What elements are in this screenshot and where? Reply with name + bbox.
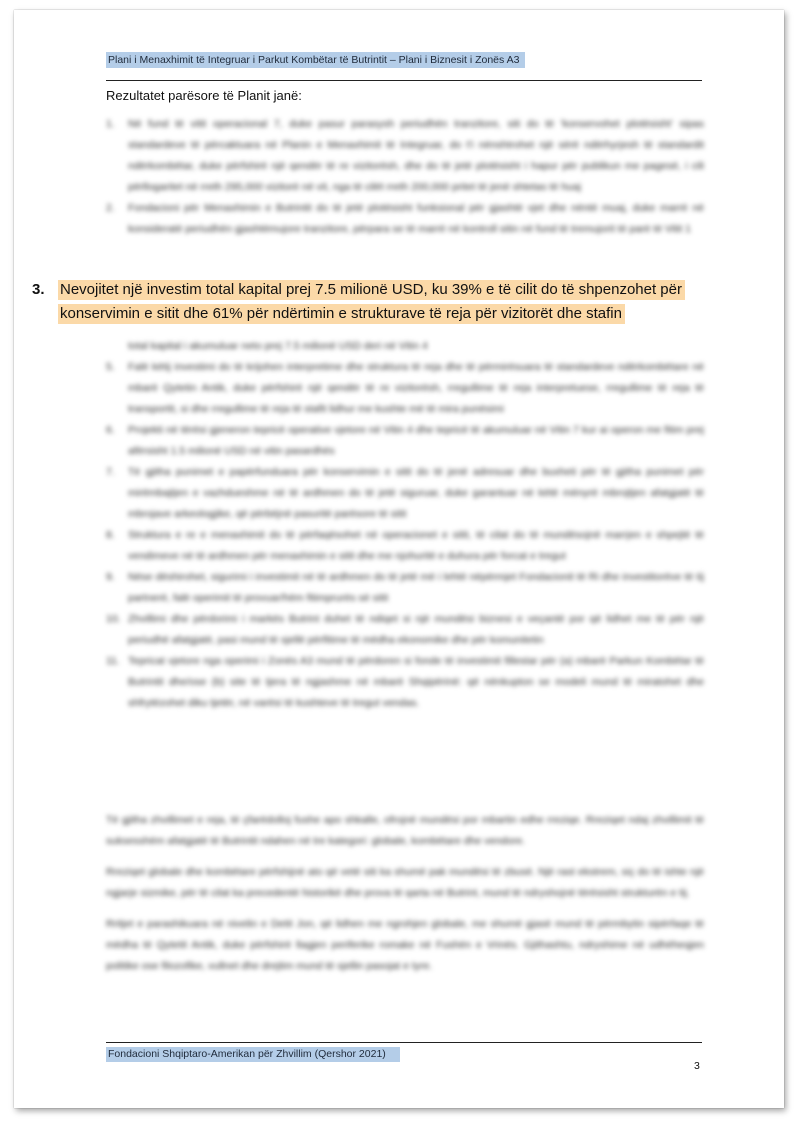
header-rule — [106, 80, 702, 81]
body-paragraphs — [106, 810, 704, 987]
body-paragraph: Rritjet e parashikuara në nivelin e Detit Jon, që lidhen me ngrohjen globale, me shumë gjasë mund të përmbytin sipërfaqe të mëdha të Qytetit Antik, duke përfshirë llagjen periferike romake në Fushën e Vrinës. Gjithashtu, ndryshime në udhëheqjen politike ose filozofike, vullnet dhe drejtim mund të sjellin pasojat e tyre. — [106, 918, 704, 972]
list-text: total kapital i akumuluar neto prej 7.5 milionë USD deri në Vitin 4 — [128, 340, 428, 352]
list-item — [106, 525, 704, 567]
body-paragraph: Të gjitha zhvillimet e reja, të çfarëdolloj fushe apo shkalle, ofrojnë mundësi por mbartin edhe rreziqe. Rreziqet ndaj zhvillimit të suksesshëm afatgjatë të Butrintit ndahen në tre kategori: globale, kombëtare dhe vendore. — [106, 814, 704, 847]
list-number: 11. — [106, 655, 120, 667]
list-before — [106, 114, 704, 240]
intro-text: Rezultatet parësore të Planit janë: — [106, 88, 302, 103]
header-title: Plani i Menaxhimit të Integruar i Parkut Kombëtar të Butrintit – Plani i Biznesit i Zonës A3 — [106, 52, 525, 68]
highlighted-list-item — [32, 278, 722, 326]
list-text: Falë këtij investimi do të krijohen interpretime dhe struktura të reja dhe të përmirësuara të standardeve ndërkombëtare në mbarë Qytetin Antik, duke përfshirë një qendër të re vizitorësh, rregullime të reja interpretuese, rregullime të reja të transportit, si dhe rregullime të reja të stafit lidhur me kushte më të mira punësimi — [128, 361, 704, 415]
list-number: 6. — [106, 424, 115, 436]
list-number: 1. — [106, 118, 115, 130]
body-paragraph: Rreziqet globale dhe kombëtare përfshijnë ato që vetë siti ka shumë pak mundësi të zbusë. Një rast ekstrem, siç do të ishte një ngjarje sizmike, për të cilat ka precedentë historikë dhe prova të qarta në Butrint, mund të ndryshojnë tërësisht strukturën e tij. — [106, 866, 704, 899]
list-item — [106, 567, 704, 609]
list-number: 7. — [106, 466, 115, 478]
page-number: 3 — [694, 1060, 700, 1072]
list-text: Projekti në tërësi gjeneron tepricë operative vjetore në Vitin 4 dhe tepricë të akumuluar në Vitin 7 kur ai operon me fitim prej afërsisht 1.5 milionë USD në vitin pasardhës — [128, 424, 704, 457]
list-after — [106, 336, 704, 714]
list-number: 8. — [106, 529, 115, 541]
footer-organization: Fondacioni Shqiptaro-Amerikan për Zhvillim (Qershor 2021) — [106, 1047, 400, 1062]
highlighted-item-number: 3. — [32, 281, 45, 298]
list-item — [106, 420, 704, 462]
list-item — [106, 198, 704, 240]
footer-rule — [106, 1042, 702, 1043]
list-item — [106, 651, 704, 714]
highlighted-item-text: Nevojitet një investim total kapital prej 7.5 milionë USD, ku 39% e të cilit do të shpenzohet për konservimin e sitit dhe 61% për ndërtimin e strukturave të reja për vizitorët dhe stafin — [58, 280, 685, 324]
list-item — [106, 609, 704, 651]
list-number: 9. — [106, 571, 115, 583]
list-number: 5. — [106, 361, 115, 373]
list-text: Fondacioni për Menaxhimin e Butrintit do të jetë plotësisht funksional për gjashtë vjet dhe nëntë muaj, duke marrë në konsideratë periudhën gjashtëmujore tranzitore, përpara se të marrë në kontroll sitin në fund të tremujorit të parë të Vitit 1 — [128, 202, 704, 235]
list-text: Nëse dëshirohet, sigurimi i investimit në të ardhmen do të jetë më i lehtë nëpërmjet Fondacionit të Ri dhe investitorëve të tij partnerë, falë operimit të provuar/hëm fitimprurës së sitit — [128, 571, 704, 604]
list-text: Të gjitha punimet e papërfunduara për konservimin e sitit do të jenë adresuar dhe buxheti për të gjitha punimet për mirëmbajtjen e vazhdueshme në të ardhmen do të jetë siguruar, duke garantuar në këtë mënyrë mbrojtjen afatgjatë të mbrojave arkeologjike, që përbëjnë pasuritë parësore të sitit — [128, 466, 704, 520]
list-item — [106, 357, 704, 420]
list-number: 2. — [106, 202, 115, 214]
list-item — [106, 462, 704, 525]
document-page — [14, 10, 784, 1108]
list-text: Në fund të vitit operacional 7, duke pasur parasysh periudhën tranzitore, siti do të 'konservohet plotësisht' sipas standardeve të përcaktuara në Planin e Menaxhimit të Integruar, do t'i nënshtrohet një sërë ndërhyrjesh të standardit ndërkombëtar, duke përfshirë një qendër të re vizitorësh, dhe do të jetë plotësisht i hapur për publikun me pagesë, i cili përllogaritet në rreth 295,000 vizitorë në vit, nga të cilët rreth 200,000 pritet të jenë shtetas të huaj — [128, 118, 704, 193]
list-item-continuation — [106, 336, 704, 357]
list-number: 10. — [106, 613, 121, 625]
list-text: Tepricat vjetore nga operimi i Zonës A3 mund të përdoren si fonde të investimit fillestar për (a) mbarë Parkun Kombëtar të Butrintit dhe/ose (b) site të tjera të ngjashme në mbarë Shqipërinë: që nënkupton se modeli mund të miratohet dhe shfrytëzohet diku tjetër, në varësi të kushteve të tregut vendas. — [128, 655, 704, 709]
list-item — [106, 114, 704, 198]
list-text: Struktura e re e menaxhimit do të përfaqësohet në operacionet e sitit, të cilat do të mundësojnë marrjen e shpejtë të vendimeve në të ardhmen për menaxhimin e sitit dhe me njohuritë e duhura për forcat e tregut — [128, 529, 704, 562]
list-text: Zhvillimi dhe përdorimi i markës Butrint duhet të ndiqet si një mundësi biznesi e veçantë por që lidhet me të për një periudhë afatgjatë, pasi mund të sjellë përfitime të mëdha ekonomike dhe për komunitetin — [128, 613, 704, 646]
